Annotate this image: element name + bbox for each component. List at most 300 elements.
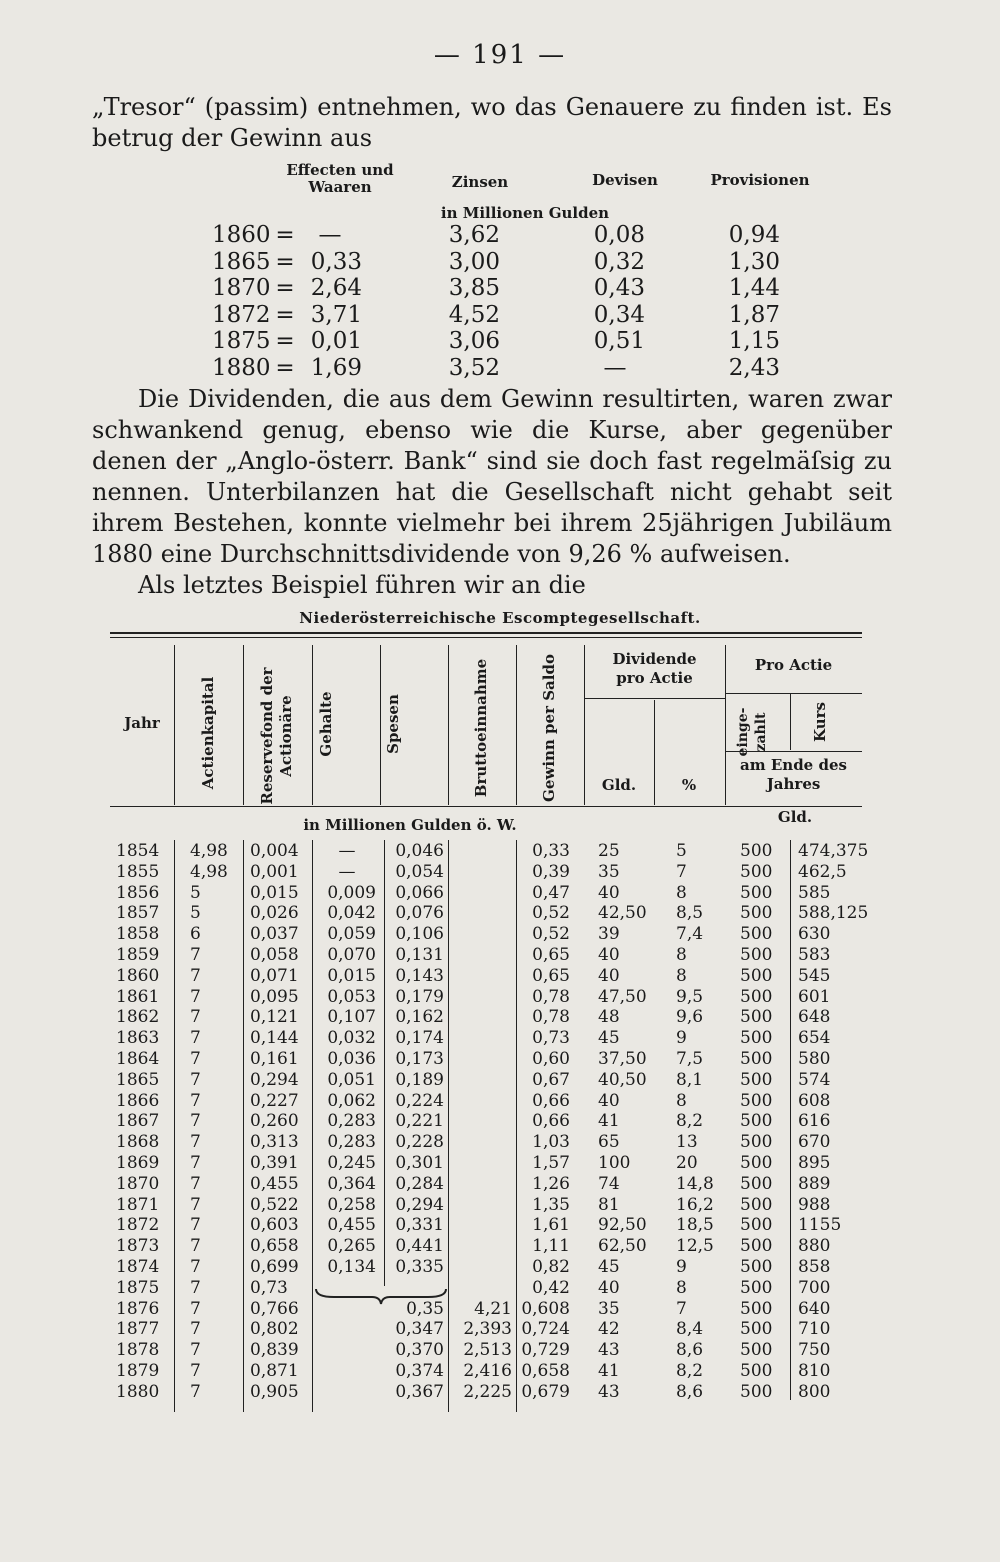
cell-dividende-gld: 40 xyxy=(598,1277,620,1298)
cell-dividende-pct: 8,4 xyxy=(676,1319,704,1340)
cell-spesen: 0,054 xyxy=(395,861,444,882)
cell-kurs: 616 xyxy=(798,1111,831,1132)
gewinn-cell-zinsen: 3,00 xyxy=(448,248,500,275)
cell-eingezahlt: 500 xyxy=(740,986,773,1007)
cell-gehalte: 0,015 xyxy=(327,965,376,986)
cell-kurs: 750 xyxy=(798,1340,831,1361)
cell-dividende-pct: 20 xyxy=(676,1153,698,1173)
cell-gewinn: 0,78 xyxy=(532,1007,570,1028)
gewinn-cell-devisen: 0,43 xyxy=(593,275,645,301)
cell-dividende-pct: 7 xyxy=(676,861,687,882)
cell-eingezahlt: 500 xyxy=(740,1257,773,1277)
cell-eingezahlt: 500 xyxy=(740,1381,773,1402)
cell-gehalte: 0,265 xyxy=(327,1236,376,1257)
gewinn-cell-provisionen: 2,43 xyxy=(728,354,780,381)
cell-spesen: 0,189 xyxy=(395,1069,444,1090)
gewinn-cell-year: 1875 xyxy=(212,328,271,354)
gewinn-cell-equals: = xyxy=(275,222,295,248)
gewinn-cell-devisen: 0,51 xyxy=(593,328,645,354)
cell-spesen: 0,284 xyxy=(395,1173,444,1194)
cell-gewinn: 0,42 xyxy=(532,1277,570,1298)
cell-gehalte: 0,245 xyxy=(327,1153,376,1173)
cell-gewinn: 0,66 xyxy=(532,1090,570,1111)
cell-gehalte: 0,036 xyxy=(327,1049,376,1069)
cell-bruttoeinnahme: 2,393 xyxy=(463,1319,512,1340)
vline-8 xyxy=(654,700,655,805)
header-am-ende-line1: am Ende des xyxy=(740,756,847,774)
cell-spesen: 0,347 xyxy=(395,1319,444,1340)
header-bruttoeinnahme: Bruttoeinnahme xyxy=(472,658,490,798)
cell-jahr: 1874 xyxy=(116,1257,160,1277)
cell-actienkapital: 7 xyxy=(190,1007,201,1028)
cell-jahr: 1861 xyxy=(116,986,160,1007)
paragraph-beispiel: Als letztes Beispiel führen wir an die xyxy=(138,571,586,599)
cell-actienkapital: 7 xyxy=(190,1361,201,1381)
gewinn-cell-equals: = xyxy=(275,354,295,381)
table-row xyxy=(0,1174,1000,1195)
cell-bruttoeinnahme: 2,416 xyxy=(463,1361,512,1381)
cell-reservefond: 0,905 xyxy=(250,1381,299,1402)
cell-actienkapital: 7 xyxy=(190,1132,201,1153)
table-row xyxy=(0,1257,1000,1278)
cell-jahr: 1857 xyxy=(116,903,160,924)
gewinn-table xyxy=(0,160,1000,390)
cell-kurs: 988 xyxy=(798,1194,831,1215)
cell-dividende-gld: 43 xyxy=(598,1340,620,1361)
vline-6 xyxy=(516,645,517,805)
cell-spesen: 0,228 xyxy=(395,1132,444,1153)
cell-dividende-pct: 8 xyxy=(676,1090,687,1111)
cell-gewinn: 0,608 xyxy=(521,1298,570,1319)
cell-reservefond: 0,802 xyxy=(250,1319,299,1340)
cell-kurs: 630 xyxy=(798,924,831,945)
table-row xyxy=(0,1278,1000,1299)
cell-dividende-gld: 40 xyxy=(598,1090,620,1111)
cell-eingezahlt: 500 xyxy=(740,1340,773,1361)
cell-spesen: 0,162 xyxy=(395,1007,444,1028)
cell-actienkapital: 4,98 xyxy=(190,861,228,882)
cell-kurs: 1155 xyxy=(798,1215,842,1236)
vline-4 xyxy=(380,645,381,805)
cell-bruttoeinnahme: 2,513 xyxy=(463,1340,512,1361)
cell-dividende-gld: 35 xyxy=(598,1298,620,1319)
gewinn-cell-effecten: 0,33 xyxy=(310,248,362,275)
table-row xyxy=(0,1340,1000,1361)
header-actienkapital: Actienkapital xyxy=(199,676,217,790)
cell-reservefond: 0,603 xyxy=(250,1215,299,1236)
cell-gewinn: 0,52 xyxy=(532,924,570,945)
cell-kurs: 710 xyxy=(798,1319,831,1340)
cell-jahr: 1871 xyxy=(116,1194,160,1215)
cell-gewinn: 0,82 xyxy=(532,1257,570,1277)
header-am-ende-line2: Jahres xyxy=(766,775,821,793)
cell-gewinn: 0,679 xyxy=(521,1381,570,1402)
cell-dividende-gld: 62,50 xyxy=(598,1236,647,1257)
cell-actienkapital: 7 xyxy=(190,1173,201,1194)
cell-dividende-gld: 42,50 xyxy=(598,903,647,924)
cell-actienkapital: 7 xyxy=(190,1381,201,1402)
cell-reservefond: 0,294 xyxy=(250,1069,299,1090)
cell-dividende-gld: 41 xyxy=(598,1361,620,1381)
cell-dividende-gld: 65 xyxy=(598,1132,620,1153)
table-row xyxy=(0,1361,1000,1382)
cell-dividende-pct: 8,5 xyxy=(676,903,704,924)
table-row xyxy=(0,1007,1000,1028)
cell-jahr: 1878 xyxy=(116,1340,160,1361)
cell-actienkapital: 7 xyxy=(190,1257,201,1277)
cell-actienkapital: 4,98 xyxy=(190,841,228,861)
cell-eingezahlt: 500 xyxy=(740,1194,773,1215)
header-devisen: Devisen xyxy=(592,171,658,189)
cell-eingezahlt: 500 xyxy=(740,1277,773,1298)
header-kurs: Kurs xyxy=(811,702,829,742)
gewinn-cell-year: 1870 xyxy=(212,275,271,301)
rule-pro-actie xyxy=(725,693,862,694)
cell-dividende-pct: 7,4 xyxy=(676,924,704,945)
rule-top-2 xyxy=(110,637,862,638)
header-pct: % xyxy=(681,776,697,794)
cell-reservefond: 0,001 xyxy=(250,861,299,882)
cell-gewinn: 1,03 xyxy=(532,1132,570,1153)
table-row xyxy=(0,1132,1000,1153)
cell-reservefond: 0,144 xyxy=(250,1028,299,1049)
cell-spesen: 0,131 xyxy=(395,945,444,965)
cell-dividende-pct: 12,5 xyxy=(676,1236,714,1257)
cell-dividende-pct: 8 xyxy=(676,945,687,965)
cell-reservefond: 0,699 xyxy=(250,1257,299,1277)
gewinn-cell-provisionen: 1,44 xyxy=(728,275,780,301)
cell-kurs: 580 xyxy=(798,1049,831,1069)
cell-jahr: 1866 xyxy=(116,1090,160,1111)
cell-dividende-gld: 100 xyxy=(598,1153,631,1173)
cell-actienkapital: 7 xyxy=(190,1090,201,1111)
cell-actienkapital: 7 xyxy=(190,1194,201,1215)
cell-gehalte: 0,053 xyxy=(327,986,376,1007)
cell-gehalte: 0,062 xyxy=(327,1090,376,1111)
cell-eingezahlt: 500 xyxy=(740,1215,773,1236)
header-unit-gld: Gld. xyxy=(777,808,813,826)
cell-dividende-pct: 8,6 xyxy=(676,1340,704,1361)
cell-actienkapital: 7 xyxy=(190,1298,201,1319)
gewinn-cell-zinsen: 3,06 xyxy=(448,328,500,354)
gewinn-cell-equals: = xyxy=(275,275,295,301)
table-row xyxy=(0,1070,1000,1091)
cell-reservefond: 0,871 xyxy=(250,1361,299,1381)
cell-kurs: 889 xyxy=(798,1173,831,1194)
table-row xyxy=(0,924,1000,945)
cell-spesen: 0,294 xyxy=(395,1194,444,1215)
gewinn-cell-zinsen: 4,52 xyxy=(448,301,500,328)
header-eingezahlt xyxy=(734,706,772,758)
gewinn-cell-effecten: 2,64 xyxy=(310,275,362,301)
gewinn-cell-year: 1865 xyxy=(212,248,271,275)
cell-gewinn: 0,73 xyxy=(532,1028,570,1049)
gewinn-cell-zinsen: 3,85 xyxy=(448,275,500,301)
table-row xyxy=(0,841,1000,862)
cell-spesen: 0,441 xyxy=(395,1236,444,1257)
cell-eingezahlt: 500 xyxy=(740,1007,773,1028)
table-row xyxy=(0,1049,1000,1070)
cell-gewinn: 0,658 xyxy=(521,1361,570,1381)
cell-gewinn: 0,724 xyxy=(521,1319,570,1340)
cell-actienkapital: 7 xyxy=(190,1111,201,1132)
cell-eingezahlt: 500 xyxy=(740,1236,773,1257)
cell-reservefond: 0,658 xyxy=(250,1236,299,1257)
cell-eingezahlt: 500 xyxy=(740,1298,773,1319)
cell-kurs: 700 xyxy=(798,1277,831,1298)
cell-dividende-pct: 8 xyxy=(676,882,687,903)
cell-jahr: 1880 xyxy=(116,1381,160,1402)
header-spesen: Spesen xyxy=(384,694,402,754)
cell-gehalte: 0,009 xyxy=(327,882,376,903)
cell-dividende-gld: 25 xyxy=(598,841,620,861)
table-row xyxy=(0,987,1000,1008)
gewinn-cell-effecten: — xyxy=(318,222,342,248)
cell-kurs: 654 xyxy=(798,1028,831,1049)
cell-jahr: 1877 xyxy=(116,1319,160,1340)
cell-reservefond: 0,455 xyxy=(250,1173,299,1194)
gewinn-cell-zinsen: 3,52 xyxy=(448,354,500,381)
cell-jahr: 1855 xyxy=(116,861,160,882)
cell-gehalte: 0,032 xyxy=(327,1028,376,1049)
cell-kurs: 858 xyxy=(798,1257,831,1277)
cell-jahr: 1870 xyxy=(116,1173,160,1194)
table-row xyxy=(0,1091,1000,1112)
paragraph-dividenden: Die Dividenden, die aus dem Gewinn resultirten, waren zwar schwankend genug, ebenso wie die Kurse, aber gegenüber denen der „Anglo-österr. Bank“ sind sie doch fast regelmäſsig zu nennen. Unterbilanzen hat die Gesellschaft nicht gehabt seit ihrem Bestehen, konnte vielmehr bei ihrem 25jährigen Jubiläum 1880 eine Durchschnittsdividende von 9,26 % aufweisen. xyxy=(92,385,892,568)
cell-gehalte: 0,051 xyxy=(327,1069,376,1090)
vline-5 xyxy=(448,645,449,805)
cell-spesen: 0,331 xyxy=(395,1215,444,1236)
header-jahr: Jahr xyxy=(124,714,160,732)
cell-eingezahlt: 500 xyxy=(740,861,773,882)
cell-spesen: 0,374 xyxy=(395,1361,444,1381)
gewinn-cell-zinsen: 3,62 xyxy=(448,222,500,248)
cell-gewinn: 0,729 xyxy=(521,1340,570,1361)
cell-dividende-gld: 40 xyxy=(598,945,620,965)
cell-kurs: 880 xyxy=(798,1236,831,1257)
cell-dividende-gld: 42 xyxy=(598,1319,620,1340)
table-row xyxy=(0,1195,1000,1216)
gewinn-cell-provisionen: 0,94 xyxy=(728,222,780,248)
cell-dividende-pct: 16,2 xyxy=(676,1194,714,1215)
gewinn-cell-devisen: — xyxy=(603,354,627,381)
cell-dividende-pct: 5 xyxy=(676,841,687,861)
gewinn-cell-year: 1872 xyxy=(212,301,271,328)
cell-eingezahlt: 500 xyxy=(740,1361,773,1381)
cell-gehalte: — xyxy=(338,861,356,882)
cell-eingezahlt: 500 xyxy=(740,1319,773,1340)
cell-reservefond: 0,004 xyxy=(250,841,299,861)
cell-reservefond: 0,095 xyxy=(250,986,299,1007)
cell-kurs: 810 xyxy=(798,1361,831,1381)
cell-jahr: 1873 xyxy=(116,1236,160,1257)
cell-gewinn: 0,47 xyxy=(532,882,570,903)
cell-kurs: 545 xyxy=(798,965,831,986)
gewinn-cell-equals: = xyxy=(275,301,295,328)
cell-reservefond: 0,73 xyxy=(250,1277,288,1298)
vline-3 xyxy=(312,645,313,805)
cell-jahr: 1875 xyxy=(116,1277,160,1298)
cell-kurs: 800 xyxy=(798,1381,831,1402)
cell-reservefond: 0,766 xyxy=(250,1298,299,1319)
cell-dividende-pct: 9,6 xyxy=(676,1007,704,1028)
cell-jahr: 1862 xyxy=(116,1007,160,1028)
table-caption: Niederösterreichische Escomptegesellschaft. xyxy=(299,609,701,627)
cell-eingezahlt: 500 xyxy=(740,924,773,945)
table-row xyxy=(0,1319,1000,1340)
header-effecten-line1: Effecten und xyxy=(286,161,394,179)
cell-kurs: 895 xyxy=(798,1153,831,1173)
vline-10 xyxy=(790,693,791,750)
cell-eingezahlt: 500 xyxy=(740,1153,773,1173)
cell-reservefond: 0,026 xyxy=(250,903,299,924)
cell-reservefond: 0,391 xyxy=(250,1153,299,1173)
cell-reservefond: 0,313 xyxy=(250,1132,299,1153)
cell-reservefond: 0,260 xyxy=(250,1111,299,1132)
header-gehalte: Gehalte xyxy=(317,691,335,757)
gewinn-cell-effecten: 1,69 xyxy=(310,354,362,381)
table-row xyxy=(0,1153,1000,1174)
cell-actienkapital: 7 xyxy=(190,1215,201,1236)
cell-gewinn: 0,60 xyxy=(532,1049,570,1069)
table-row xyxy=(0,1382,1000,1403)
cell-spesen: 0,301 xyxy=(395,1153,444,1173)
table-row xyxy=(0,945,1000,966)
cell-eingezahlt: 500 xyxy=(740,1069,773,1090)
gewinn-cell-devisen: 0,34 xyxy=(593,301,645,328)
table-row xyxy=(0,1236,1000,1257)
cell-jahr: 1854 xyxy=(116,841,160,861)
table-row xyxy=(0,1028,1000,1049)
cell-dividende-pct: 7 xyxy=(676,1298,687,1319)
header-reservefond-line1: Reservefond der xyxy=(258,667,276,805)
cell-gewinn: 1,61 xyxy=(532,1215,570,1236)
cell-actienkapital: 7 xyxy=(190,1236,201,1257)
gewinn-row xyxy=(0,302,1000,329)
cell-kurs: 670 xyxy=(798,1132,831,1153)
header-gewinn: Gewinn per Saldo xyxy=(540,654,558,802)
cell-dividende-gld: 92,50 xyxy=(598,1215,647,1236)
cell-reservefond: 0,227 xyxy=(250,1090,299,1111)
cell-reservefond: 0,015 xyxy=(250,882,299,903)
cell-jahr: 1872 xyxy=(116,1215,160,1236)
cell-spesen: 0,335 xyxy=(395,1257,444,1277)
header-dividende xyxy=(584,650,725,688)
header-reservefond-line2: Actionäre xyxy=(277,695,295,777)
cell-kurs: 640 xyxy=(798,1298,831,1319)
cell-dividende-gld: 74 xyxy=(598,1173,620,1194)
gewinn-cell-effecten: 3,71 xyxy=(310,301,362,328)
cell-dividende-pct: 18,5 xyxy=(676,1215,714,1236)
table-row xyxy=(0,883,1000,904)
cell-gewinn: 0,39 xyxy=(532,861,570,882)
cell-gehalte: 0,364 xyxy=(327,1173,376,1194)
cell-gehalte: 0,283 xyxy=(327,1111,376,1132)
cell-eingezahlt: 500 xyxy=(740,903,773,924)
header-pro-actie: Pro Actie xyxy=(754,656,833,674)
cell-dividende-pct: 14,8 xyxy=(676,1173,714,1194)
cell-jahr: 1863 xyxy=(116,1028,160,1049)
cell-gewinn: 1,57 xyxy=(532,1153,570,1173)
cell-dividende-gld: 47,50 xyxy=(598,986,647,1007)
cell-actienkapital: 7 xyxy=(190,1319,201,1340)
cell-reservefond: 0,522 xyxy=(250,1194,299,1215)
cell-dividende-pct: 7,5 xyxy=(676,1049,704,1069)
cell-dividende-pct: 8 xyxy=(676,965,687,986)
gewinn-row xyxy=(0,355,1000,382)
cell-kurs: 588,125 xyxy=(798,903,869,924)
cell-kurs: 462,5 xyxy=(798,861,847,882)
cell-actienkapital: 7 xyxy=(190,945,201,965)
cell-gehalte: 0,134 xyxy=(327,1257,376,1277)
cell-kurs: 601 xyxy=(798,986,831,1007)
body-text xyxy=(92,384,892,601)
cell-gewinn: 0,33 xyxy=(532,841,570,861)
cell-kurs: 583 xyxy=(798,945,831,965)
cell-actienkapital: 5 xyxy=(190,882,201,903)
cell-eingezahlt: 500 xyxy=(740,1090,773,1111)
gewinn-cell-provisionen: 1,15 xyxy=(728,328,780,354)
table-row xyxy=(0,862,1000,883)
rule-top-1 xyxy=(110,632,862,634)
cell-kurs: 608 xyxy=(798,1090,831,1111)
cell-gehalte: 0,455 xyxy=(327,1215,376,1236)
cell-dividende-gld: 35 xyxy=(598,861,620,882)
cell-spesen: 0,370 xyxy=(395,1340,444,1361)
cell-dividende-gld: 48 xyxy=(598,1007,620,1028)
cell-gewinn: 0,66 xyxy=(532,1111,570,1132)
cell-jahr: 1867 xyxy=(116,1111,160,1132)
cell-jahr: 1869 xyxy=(116,1153,160,1173)
intro-line-1: „Tresor“ (passim) entnehmen, wo das Genauere zu finden ist. Es xyxy=(92,93,892,121)
cell-reservefond: 0,058 xyxy=(250,945,299,965)
cell-actienkapital: 7 xyxy=(190,1277,201,1298)
cell-eingezahlt: 500 xyxy=(740,1132,773,1153)
cell-actienkapital: 6 xyxy=(190,924,201,945)
cell-jahr: 1865 xyxy=(116,1069,160,1090)
gewinn-row xyxy=(0,249,1000,276)
cell-dividende-gld: 37,50 xyxy=(598,1049,647,1069)
cell-gehalte: 0,042 xyxy=(327,903,376,924)
cell-jahr: 1876 xyxy=(116,1298,160,1319)
cell-dividende-gld: 40,50 xyxy=(598,1069,647,1090)
cell-reservefond: 0,071 xyxy=(250,965,299,986)
gewinn-cell-effecten: 0,01 xyxy=(310,328,362,354)
cell-jahr: 1879 xyxy=(116,1361,160,1381)
cell-spesen: 0,076 xyxy=(395,903,444,924)
cell-gehalte: 0,070 xyxy=(327,945,376,965)
cell-spesen: 0,174 xyxy=(395,1028,444,1049)
cell-gehalte: 0,107 xyxy=(327,1007,376,1028)
cell-jahr: 1858 xyxy=(116,924,160,945)
cell-spesen: 0,046 xyxy=(395,841,444,861)
vline-2 xyxy=(243,645,244,805)
intro-paragraph xyxy=(92,92,892,154)
page-number: — 191 — xyxy=(433,40,567,70)
cell-jahr: 1856 xyxy=(116,882,160,903)
cell-dividende-pct: 8 xyxy=(676,1277,687,1298)
cell-kurs: 648 xyxy=(798,1007,831,1028)
table-row xyxy=(0,903,1000,924)
cell-spesen: 0,221 xyxy=(395,1111,444,1132)
cell-kurs: 585 xyxy=(798,882,831,903)
cell-dividende-pct: 8,1 xyxy=(676,1069,704,1090)
intro-line-2: betrug der Gewinn aus xyxy=(92,124,373,152)
header-reservefond xyxy=(258,656,298,816)
cell-gewinn: 1,35 xyxy=(532,1194,570,1215)
gewinn-cell-provisionen: 1,87 xyxy=(728,301,780,328)
cell-reservefond: 0,161 xyxy=(250,1049,299,1069)
